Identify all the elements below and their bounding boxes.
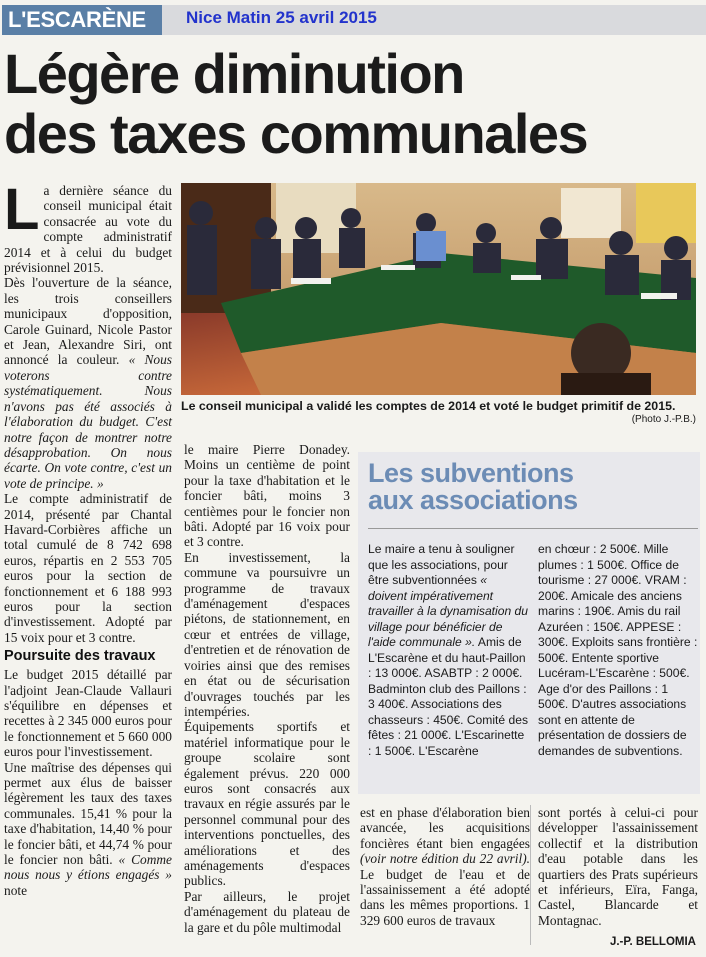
paragraph-budget: Le budget 2015 détaillé par l'adjoint Jean-Claude Vallauri s'équilibre en dépenses et recettes à 2 345 000 euros pour le fonctionnement et 5 660 000 euros pour l'investissement. [4, 667, 172, 760]
subventions-column-1 [368, 542, 528, 759]
paragraph-eau [360, 805, 530, 928]
photo-caption: Le conseil municipal a validé les comptes de 2014 et voté le budget primitif de 2015. [181, 399, 676, 413]
taux-text: Une maîtrise des dépenses qui permet aux élus de baisser légèrement les taux des taxes communales. 15,41 % pour la taxe d'habitation, 14,40 % pour le foncier bâti, et 44,74 % pour le foncier non bâti. [4, 759, 172, 868]
paragraph-equipements: Équipements sportifs et matériel informatique pour le groupe scolaire sont également prévus. 220 000 euros sont consacrés aux travaux en régie assurés par le personnel communal pour des interventions ponctuelles, des améliorations et des aménagements d'espaces publics. [184, 719, 350, 889]
eau-text: Le budget de l'eau et de l'assainissement a été adopté dans les mêmes proportions. 1 329 600 euros de travaux [360, 866, 530, 928]
paragraph-opposition [4, 275, 172, 491]
subventions-divider [368, 528, 698, 529]
subventions-title-line-2: aux associations [368, 485, 578, 515]
paragraph-intro [4, 177, 172, 276]
council-photo [181, 183, 696, 395]
subhead-travaux: Poursuite des travaux [4, 648, 156, 665]
column-divider [530, 805, 531, 945]
edition-reference: (voir notre édition du 22 avril). [360, 851, 530, 867]
subventions-list-1: Amis de L'Escarène et du haut-Paillon : 13 000€. ASABTP : 2 000€. Badminton club des Paillons : 3 400€. Associations des chasseurs : 450€. Comité des fêtes : 21 000€. L'Escarinette : 1 500€. L'Escarène [368, 635, 528, 758]
paragraph-compte-administratif: Le compte administratif de 2014, présenté par Chantal Havard-Corbières affiche un total cumulé de 8 742 698 euros, répartis en 2 553 705 euros pour la section de fonctionnement et 6 188 993 euros pour la section d'investissement. Adopté par 15 voix pour et 3 contre. [4, 491, 172, 645]
paragraph-taux [4, 760, 172, 899]
headline-line-1: Légère diminution [4, 42, 464, 105]
opposition-quote: « Nous voterons contre systématiquement. Nous n'avons pas été associés à l'élaboration du budget. C'est notre façon de montrer notre désapprobation. On nous écarte. On vote contre, c'est un vote de principe. » [4, 352, 173, 491]
drop-cap: L [4, 177, 40, 242]
headline-line-2: des taxes communales [4, 102, 588, 165]
article-column-3 [360, 805, 530, 928]
source-label: Nice Matin 25 avril 2015 [186, 8, 377, 27]
article-column-1 [4, 177, 173, 898]
article-column-2 [184, 442, 350, 935]
headline [4, 44, 704, 164]
subventions-title [368, 460, 578, 514]
subventions-intro: Le maire a tenu à souligner que les associations, pour être subventionnées [368, 542, 515, 587]
intro-text: a dernière séance du conseil municipal était consacrée au vote du compte administratif 2014 et à celui du budget prévisionnel 2015. [4, 183, 172, 276]
article-column-4 [538, 805, 698, 928]
acquisitions-text: est en phase d'élaboration bien avancée, les acquisitions foncières étant bien engagées [360, 805, 530, 851]
section-rubric: L'ESCARÈNE [2, 5, 164, 35]
photo-credit: (Photo J.-P.B.) [631, 414, 696, 425]
paragraph-vote-taux: le maire Pierre Donadey. Moins un centième de point pour la taxe d'habitation et le foncier bâti, moins 3 centièmes pour le foncier non bâti. Adopté par 16 voix pour et 3 contre. [184, 442, 350, 550]
subventions-quote: « doivent impérativement travailler à la dynamisation du village pour bénéficier de l'aide communale ». [368, 573, 528, 649]
opposition-text: Dès l'ouverture de la séance, les trois conseillers municipaux d'opposition, Carole Guinard, Nicole Pastor et Jean, Alexandre Siri, ont annoncé la couleur. [4, 275, 172, 368]
subventions-title-line-1: Les subventions [368, 458, 574, 488]
subventions-column-2: en chœur : 2 500€. Mille plumes : 1 500€. Office de tourisme : 27 000€. VRAM : 200€. Amicale des anciens marins : 190€. Amis du rail Azuréen : 150€. APPESE : 300€. Exploits sans frontière : 500€. Entente sportive Lucéram-L'Escarène : 500€. Age d'or des Paillons : 1 500€. D'autres associations sont en attente de présentation de dossiers de demandes de subventions. [538, 542, 698, 758]
author-signature: J.-P. BELLOMIA [609, 936, 696, 948]
note-text: note [4, 882, 28, 898]
photo-illustration [181, 183, 696, 395]
maire-quote: « Comme nous nous y étions engagés » [4, 852, 172, 883]
paragraph-projet-gare: Par ailleurs, le projet d'aménagement du plateau de la gare et du pôle multimodal [184, 888, 350, 935]
paragraph-assainissement: sont portés à celui-ci pour développer l'assainissement collectif et la distribution d'eau potable dans les quartiers des Prats supérieurs et inférieurs, Eïra, Fanga, Castel, Blancarde et Montagnac. [538, 805, 698, 928]
paragraph-investissement: En investissement, la commune va poursuivre un programme de travaux d'aménagement d'espaces piétons, de stationnement, en cœur et entrées de village, d'entretien et de rénovation de voiries ainsi que des remises en état ou de sécurisation d'ouvrages touchés par les intempéries. [184, 549, 350, 719]
